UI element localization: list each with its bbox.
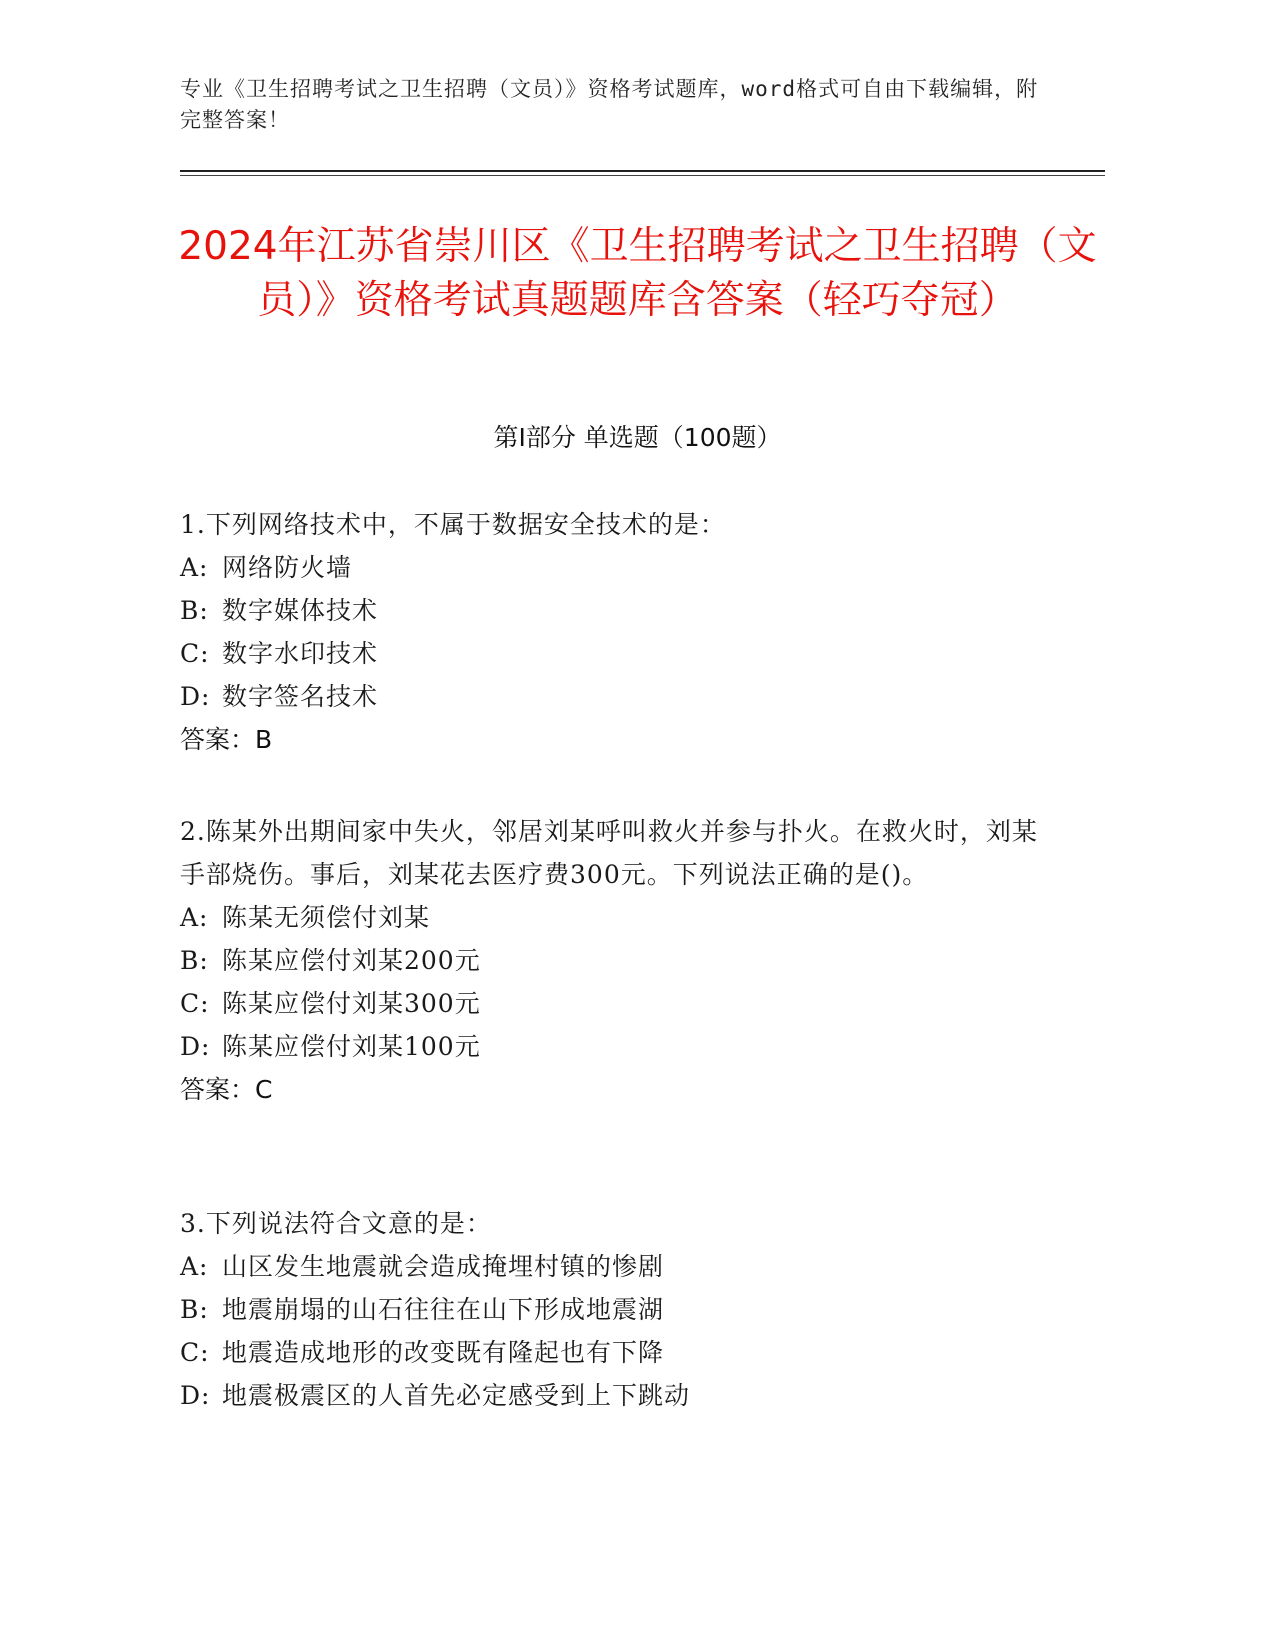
question-item	[180, 1202, 1060, 1417]
question-text: 1.下列网络技术中，不属于数据安全技术的是：	[180, 510, 726, 539]
option-text: 地震造成地形的改变既有隆起也有下降	[222, 1338, 665, 1367]
option-text: 网络防火墙	[222, 553, 353, 582]
header-divider-thick	[180, 170, 1105, 172]
answer-line: 答案：B	[180, 725, 273, 754]
option-key: B:	[180, 1295, 209, 1324]
option-text: 陈某应偿付刘某100元	[222, 1032, 481, 1061]
header-divider-thin	[180, 175, 1105, 176]
option-key: A:	[180, 1252, 209, 1281]
option-c	[180, 632, 1060, 675]
option-key: A:	[180, 903, 209, 932]
option-d	[180, 1374, 1060, 1417]
option-a	[180, 546, 1060, 589]
option-b	[180, 1288, 1060, 1331]
option-d	[180, 675, 1060, 718]
option-key: B:	[180, 596, 209, 625]
option-key: C:	[180, 639, 210, 668]
question-text: 2.陈某外出期间家中失火，邻居刘某呼叫救火并参与扑火。在救火时，刘某手部烧伤。事后，刘某花去医疗费300元。下列说法正确的是()。	[180, 817, 1038, 889]
option-text: 地震极震区的人首先必定感受到上下跳动	[222, 1381, 691, 1410]
question-item	[180, 810, 1060, 1111]
option-a	[180, 896, 1060, 939]
option-key: D:	[180, 682, 211, 711]
option-key: B:	[180, 946, 209, 975]
option-key: C:	[180, 989, 210, 1018]
option-d	[180, 1025, 1060, 1068]
option-c	[180, 982, 1060, 1025]
option-text: 陈某应偿付刘某300元	[222, 989, 481, 1018]
question-text: 3.下列说法符合文意的是：	[180, 1209, 492, 1238]
option-a	[180, 1245, 1060, 1288]
option-key: C:	[180, 1338, 210, 1367]
option-text: 数字媒体技术	[222, 596, 379, 625]
option-text: 数字水印技术	[222, 639, 379, 668]
question-item	[180, 503, 1060, 761]
option-key: D:	[180, 1032, 211, 1061]
option-b	[180, 939, 1060, 982]
option-text: 陈某应偿付刘某200元	[222, 946, 481, 975]
option-text: 山区发生地震就会造成掩埋村镇的惨剧	[222, 1252, 665, 1281]
header-note: 专业《卫生招聘考试之卫生招聘（文员）》资格考试题库，word格式可自由下载编辑，附完整答案！	[180, 77, 1039, 132]
answer-line: 答案：C	[180, 1075, 273, 1104]
option-c	[180, 1331, 1060, 1374]
option-b	[180, 589, 1060, 632]
section-title: 第Ⅰ部分 单选题（100题）	[493, 423, 782, 452]
option-text: 陈某无须偿付刘某	[222, 903, 431, 932]
option-key: A:	[180, 553, 209, 582]
document-title: 2024年江苏省崇川区《卫生招聘考试之卫生招聘（文员）》资格考试真题题库含答案（轻巧夺冠）	[178, 224, 1097, 323]
option-key: D:	[180, 1381, 211, 1410]
option-text: 地震崩塌的山石往往在山下形成地震湖	[222, 1295, 665, 1324]
option-text: 数字签名技术	[222, 682, 379, 711]
